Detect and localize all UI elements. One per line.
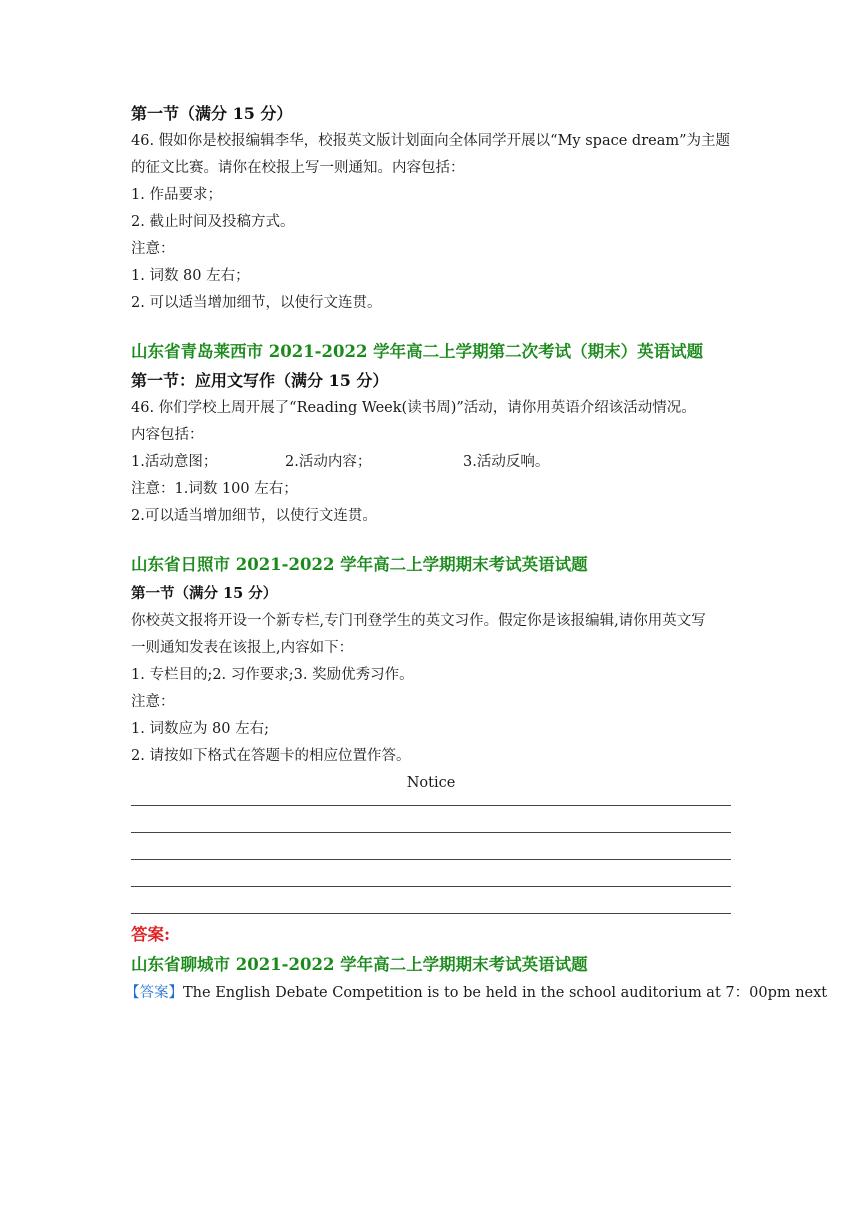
section2-items-row <box>131 449 731 476</box>
section1-line: 1. 词数 80 左右； <box>131 268 250 284</box>
section1-line: 2. 可以适当增加细节，以使行文连贯。 <box>131 295 382 311</box>
exam-title-liaocheng: 山东省聊城市 2021-2022 学年高二上学期期末考试英语试题 <box>131 955 588 974</box>
answer-line <box>125 980 828 1007</box>
section2-note: 2.可以适当增加细节，以使行文连贯。 <box>131 508 377 524</box>
section3-line: 一则通知发表在该报上,内容如下： <box>131 640 354 656</box>
section2-note: 注意：1.词数 100 左右； <box>131 481 298 497</box>
section2-item: 1.活动意图； <box>131 454 218 470</box>
answer-text: The English Debate Competition is to be held in the school auditorium at 7：00pm next <box>183 985 828 1001</box>
section3-line: 注意： <box>131 694 175 710</box>
answer-tag: 【答案】 <box>125 985 183 1001</box>
section2-line: 46. 你们学校上周开展了“Reading Week(读书周)”活动，请你用英语介绍该活动情况。 <box>131 400 696 416</box>
section3-line: 1. 专栏目的;2. 习作要求;3. 奖励优秀习作。 <box>131 667 414 683</box>
answer-blank-line <box>131 860 731 887</box>
answer-blank-line <box>131 833 731 860</box>
section1-line: 注意： <box>131 241 175 257</box>
section1-line: 2. 截止时间及投稿方式。 <box>131 214 295 230</box>
answer-heading: 答案: <box>131 925 171 944</box>
section2-heading: 第一节：应用文写作（满分 15 分） <box>131 371 389 390</box>
section3-line: 1. 词数应为 80 左右; <box>131 721 269 737</box>
section1-line: 1. 作品要求； <box>131 187 222 203</box>
section2-item: 2.活动内容； <box>285 454 372 470</box>
section2-line: 内容包括： <box>131 427 204 443</box>
section3-line: 你校英文报将开设一个新专栏,专门刊登学生的英文习作。假定你是该报编辑,请你用英文写 <box>131 613 706 629</box>
answer-blank-line <box>131 887 731 914</box>
exam-title-rizhao: 山东省日照市 2021-2022 学年高二上学期期末考试英语试题 <box>131 555 588 574</box>
section3-line: 2. 请按如下格式在答题卡的相应位置作答。 <box>131 748 411 764</box>
section1-line: 的征文比赛。请你在校报上写一则通知。内容包括： <box>131 160 465 176</box>
answer-blank-line <box>131 797 731 806</box>
document-page <box>125 100 828 1007</box>
section2-item: 3.活动反响。 <box>463 454 550 470</box>
exam-title-laixi: 山东省青岛莱西市 2021-2022 学年高二上学期第二次考试（期末）英语试题 <box>131 342 704 361</box>
answer-blank-line <box>131 806 731 833</box>
section1-line: 46. 假如你是校报编辑李华，校报英文版计划面向全体同学开展以“My space dream”为主题 <box>131 133 731 149</box>
section3-heading: 第一节（满分 15 分） <box>131 585 278 602</box>
notice-label: Notice <box>406 775 456 791</box>
section1-heading: 第一节（满分 15 分） <box>131 104 293 123</box>
